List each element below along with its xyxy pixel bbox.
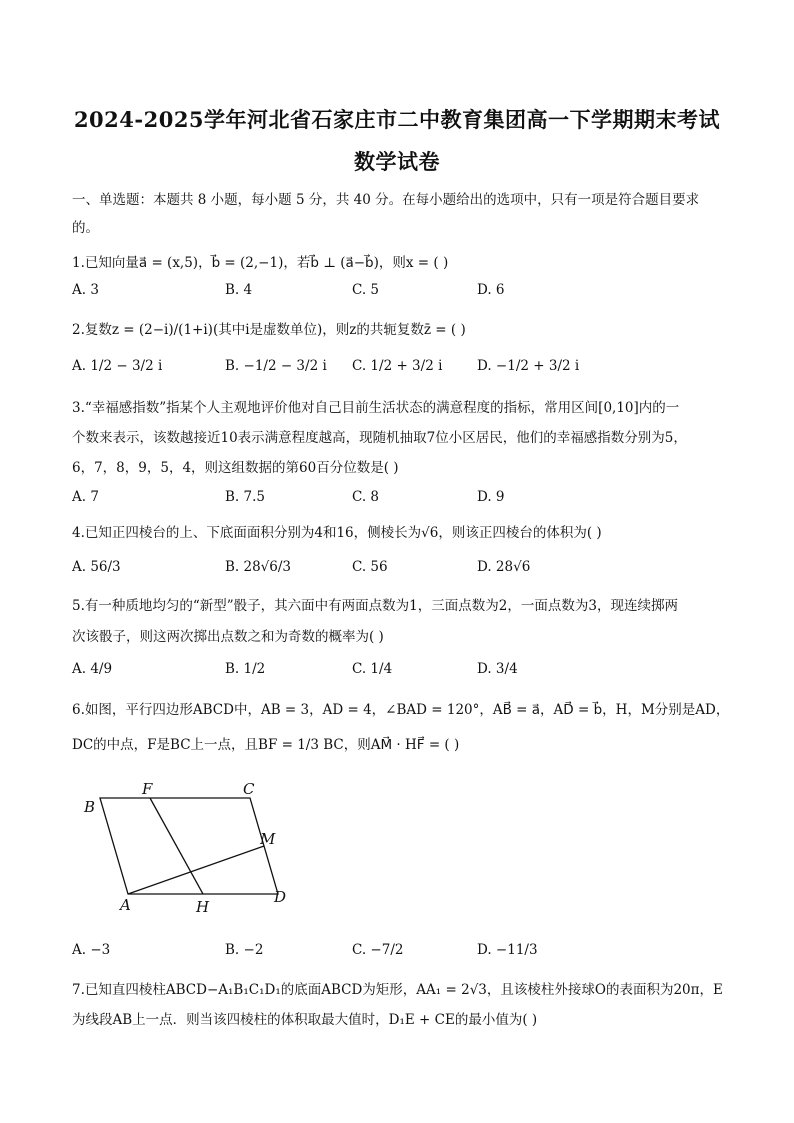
question-5-line-1: 5.有一种质地均匀的“新型”骰子，其六面中有两面点数为1，三面点数为2，一面点数为3，现连续掷两: [72, 598, 678, 614]
option-c: C. 5: [352, 282, 380, 298]
question-3-options: [72, 489, 732, 509]
question-3-line-2: 个数来表示，该数越接近10表示满意程度越高，现随机抽取7位小区居民，他们的幸福感指数分别为5，: [72, 430, 687, 446]
segment-fh: [150, 798, 203, 894]
option-d: D. 3/4: [477, 661, 518, 677]
option-b: B. 28√6/3: [225, 559, 292, 575]
label-d: D: [274, 888, 287, 906]
option-c: C. −7/2: [352, 942, 404, 958]
label-b: B: [84, 798, 96, 816]
label-f: F: [142, 780, 153, 798]
option-d: D. −11/3: [477, 942, 538, 958]
question-7-line-2: 为线段AB上一点．则当该四棱柱的体积取最大值时，D₁E + CE的最小值为( ): [72, 1012, 538, 1028]
option-d: D. 6: [477, 282, 505, 298]
option-b: B. 7.5: [225, 489, 265, 505]
option-a: A. 4/9: [72, 661, 113, 677]
exam-title: 2024-2025学年河北省石家庄市二中教育集团高一下学期期末考试: [73, 107, 721, 132]
option-b: B. 4: [225, 282, 253, 298]
segment-am: [128, 846, 264, 894]
question-5-line-2: 次该骰子，则这两次掷出点数之和为奇数的概率为( ): [72, 629, 384, 645]
question-2-options: [72, 358, 732, 378]
question-1: 1.已知向量a⃗ = (x,5)，b⃗ = (2,−1)，若b⃗ ⊥ (a⃗−b⃗)，则x = ( ): [72, 255, 449, 271]
option-c: C. 1/4: [352, 661, 393, 677]
option-d: D. −1/2 + 3/2 i: [477, 358, 580, 374]
question-7-line-1: 7.已知直四棱柱ABCD−A₁B₁C₁D₁的底面ABCD为矩形，AA₁ = 2√3，且该棱柱外接球O的表面积为20π，E: [72, 982, 723, 998]
option-a: A. 3: [72, 282, 99, 298]
parallelogram-figure: [80, 776, 295, 916]
option-a: A. 56/3: [72, 559, 121, 575]
option-a: A. 7: [72, 489, 99, 505]
option-b: B. −1/2 − 3/2 i: [225, 358, 327, 374]
option-a: A. 1/2 − 3/2 i: [72, 358, 163, 374]
option-d: D. 9: [477, 489, 505, 505]
option-c: C. 56: [352, 559, 388, 575]
question-4-options: [72, 559, 732, 579]
question-2: 2.复数z = (2−i)/(1+i)(其中i是虚数单位)，则z的共轭复数z̄ = ( ): [72, 322, 466, 338]
question-3-line-1: 3.“幸福感指数”指某个人主观地评价他对自己目前生活状态的满意程度的指标，常用区间[0,10]内的一: [72, 400, 680, 416]
parallelogram-lines: [100, 798, 278, 894]
question-6-options: [72, 942, 732, 962]
section-heading-cont: 的。: [72, 220, 99, 236]
question-5-options: [72, 661, 732, 681]
question-4: 4.已知正四棱台的上、下底面面积分别为4和16，侧棱长为√6，则该正四棱台的体积为( ): [72, 525, 602, 541]
label-a: A: [120, 896, 131, 914]
option-b: B. −2: [225, 942, 264, 958]
label-m: M: [260, 830, 276, 848]
parallelogram-abcd: [100, 798, 278, 894]
option-d: D. 28√6: [477, 559, 531, 575]
option-c: C. 8: [352, 489, 380, 505]
exam-subtitle: 数学试卷: [354, 149, 440, 174]
question-6-line-1: 6.如图，平行四边形ABCD中，AB = 3，AD = 4，∠BAD = 120°，AB⃗ = a⃗，AD⃗ = b⃗，H，M分别是AD，: [72, 702, 730, 718]
question-1-options: [72, 282, 732, 302]
option-a: A. −3: [72, 942, 111, 958]
question-6-line-2: DC的中点，F是BC上一点，且BF = 1/3 BC，则AM⃗ · HF⃗ = ( ): [72, 737, 460, 753]
label-c: C: [243, 780, 255, 798]
question-3-line-3: 6，7，8，9，5，4，则这组数据的第60百分位数是( ): [72, 460, 399, 476]
option-b: B. 1/2: [225, 661, 266, 677]
option-c: C. 1/2 + 3/2 i: [352, 358, 443, 374]
section-heading: 一、单选题：本题共 8 小题，每小题 5 分，共 40 分。在每小题给出的选项中，只有一项是符合题目要求: [72, 192, 700, 208]
label-h: H: [196, 898, 210, 916]
